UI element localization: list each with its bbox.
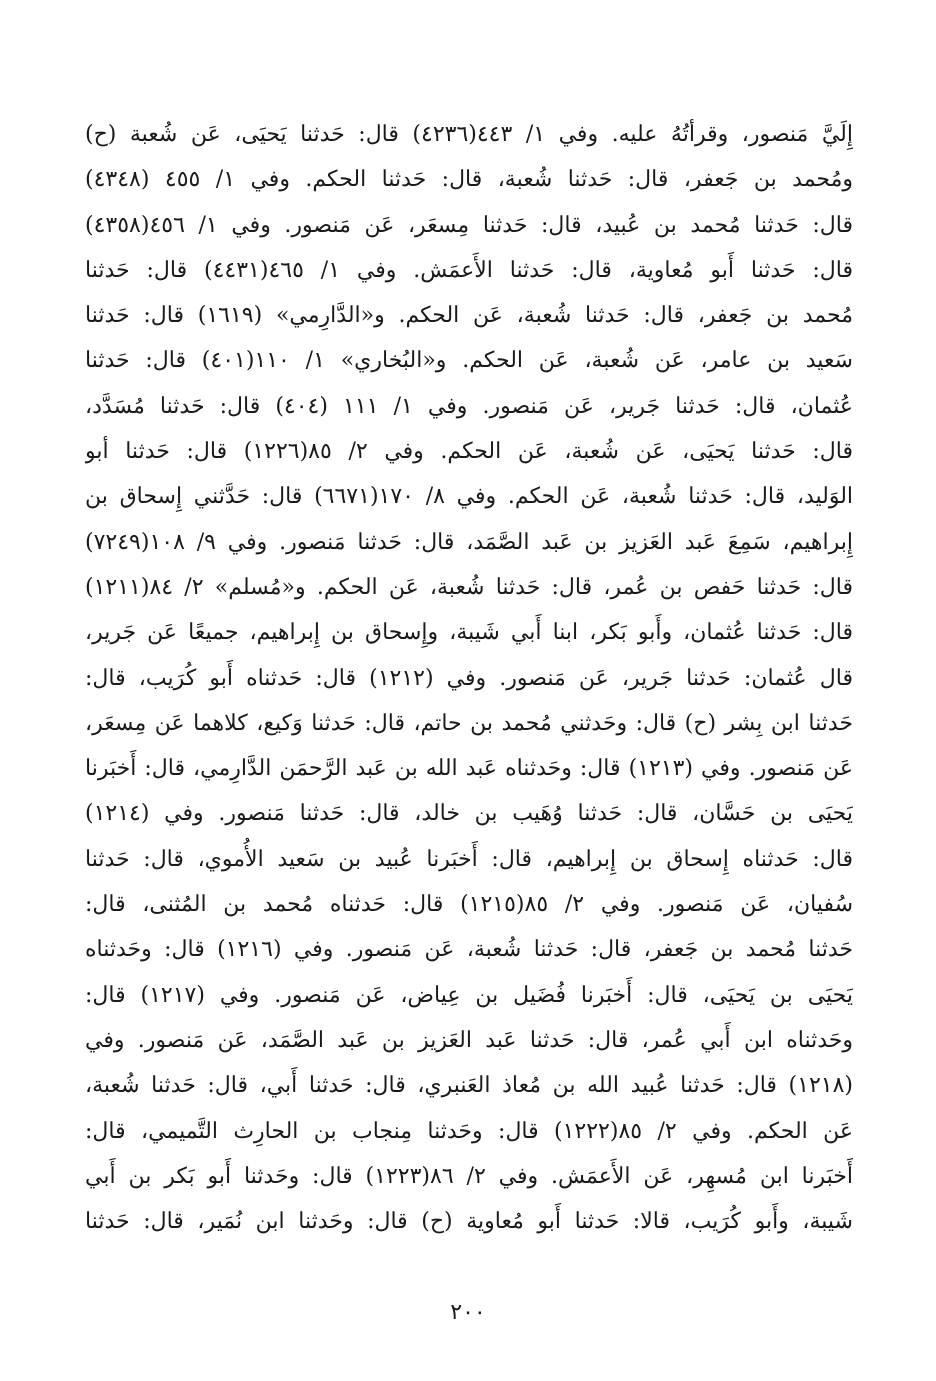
page-number: ٢٠٠ (450, 1300, 486, 1325)
text-line: قال: حَدثنا يَحيَى، عَن شُعبة، عَن الحكم. وفي ٢/ ٨٥(١٢٢٦) قال: حَدثنا أبو (85, 439, 853, 465)
text-line: أَخبَرنا ابن مُسهِر، عَن الأَعمَش. وفي ٢/ ٨٦(١٢٢٣) قال: وحَدثنا أَبو بَكر بن أَبي (85, 1163, 853, 1189)
body-text (85, 112, 853, 1244)
text-line: قال عُثمان: حَدثنا جَرير، عَن مَنصور. وفي (١٢١٢) قال: حَدثناه أَبو كُرَيب، قال: (85, 665, 853, 691)
text-line: قال: حَدثنا مُحمد بن عُبيد، قال: حَدثنا مِسعَر، عَن مَنصور. وفي ١/ ٤٥٦(٤٣٥٨) (85, 212, 853, 238)
text-line: سَعيد بن عامر، عَن شُعبة، عَن الحكم. و«البُخاري» ١/ ١١٠(٤٠١) قال: حَدثنا (85, 348, 853, 374)
text-line: قال: حَدثنا حَفص بن عُمر، قال: حَدثنا شُعبة، عَن الحكم. و«مُسلم» ٢/ ٨٤(١٢١١) (85, 574, 853, 600)
text-line: إِلَيَّ مَنصور، وقرأتُهُ عليه. وفي ١/ ٤٤٣(٤٢٣٦) قال: حَدثنا يَحيَى، عَن شُعبة (ح) (85, 122, 853, 147)
text-line: وحَدثناه ابن أَبي عُمر، قال: حَدثنا عَبد العَزيز بن عَبد الصَّمَد، عَن مَنصور. وفي (85, 1027, 853, 1053)
text-line: الوَليد، قال: حَدثنا شُعبة، عَن الحكم. وفي ٨/ ١٧٠(٦٦٧١) قال: حَدَّثني إِسحاق بن (85, 484, 853, 510)
text-line: قال: حَدثنا أَبو مُعاوية، قال: حَدثنا الأَعمَش. وفي ١/ ٤٦٥(٤٤٣١) قال: حَدثنا (85, 257, 853, 283)
text-line: إِبراهيم، سَمِعَ عَبد العَزيز بن عَبد الصَّمَد، قال: حَدثنا مَنصور. وفي ٩/ ١٠٨(٧٢٤٩) (85, 529, 853, 555)
text-line: عَن مَنصور. وفي (١٢١٣) قال: وحَدثناه عَبد الله بن عَبد الرَّحمَن الدَّارِمي، قال: أَخبَرنا (85, 756, 853, 782)
text-line: (١٢١٨) قال: حَدثنا عُبيد الله بن مُعاذ العَنبري، قال: حَدثنا أَبي، قال: حَدثنا شُعبة، (85, 1073, 853, 1099)
text-line: ومُحمد بن جَعفر، قال: حَدثنا شُعبة، قال: حَدثنا الحكم. وفي ١/ ٤٥٥ (٤٣٤٨) (85, 167, 853, 193)
text-line: عُثمان، قال: حَدثنا جَرير، عَن مَنصور. وفي ١/ ١١١ (٤٠٤) قال: حَدثنا مُسَدَّد، (85, 393, 853, 419)
text-line: شَيبة، وأَبو كُرَيب، قالا: حَدثنا أَبو مُعاوية (ح) قال: وحَدثنا ابن نُمَير، قال: حَدثنا (85, 1209, 853, 1235)
text-line: يَحيَى بن حَسَّان، قال: حَدثنا وُهَيب بن خالد، قال: حَدثنا مَنصور. وفي (١٢١٤) (85, 801, 853, 827)
text-line: قال: حَدثنا عُثمان، وأَبو بَكر، ابنا أَبي شَيبة، وإِسحاق بن إِبراهيم، جميعًا عَن جَرير، (85, 620, 853, 646)
text-line: سُفيان، عَن مَنصور. وفي ٢/ ٨٥(١٢١٥) قال: حَدثناه مُحمد بن المُثنى، قال: (85, 892, 853, 918)
text-line: قال: حَدثناه إِسحاق بن إِبراهيم، قال: أَخبَرنا عُبيد بن سَعيد الأُموي، قال: حَدثنا (85, 846, 853, 872)
text-line: مُحمد بن جَعفر، قال: حَدثنا شُعبة، عَن الحكم. و«الدَّارِمي» (١٦١٩) قال: حَدثنا (85, 303, 853, 329)
text-line: عَن الحكم. وفي ٢/ ٨٥(١٢٢٢) قال: وحَدثنا مِنجاب بن الحارِث التَّميمي، قال: (85, 1118, 853, 1144)
text-line: حَدثنا ابن بِشر (ح) قال: وحَدثني مُحمد بن حاتم، قال: حَدثنا وَكيع، كلاهما عَن مِسعَر، (85, 710, 853, 736)
text-line: يَحيَى بن يَحيَى، قال: أَخبَرنا فُضَيل بن عِياض، عَن مَنصور. وفي (١٢١٧) قال: (85, 982, 853, 1008)
text-line: حَدثنا مُحمد بن جَعفر، قال: حَدثنا شُعبة، عَن مَنصور. وفي (١٢١٦) قال: وحَدثناه (85, 937, 853, 963)
